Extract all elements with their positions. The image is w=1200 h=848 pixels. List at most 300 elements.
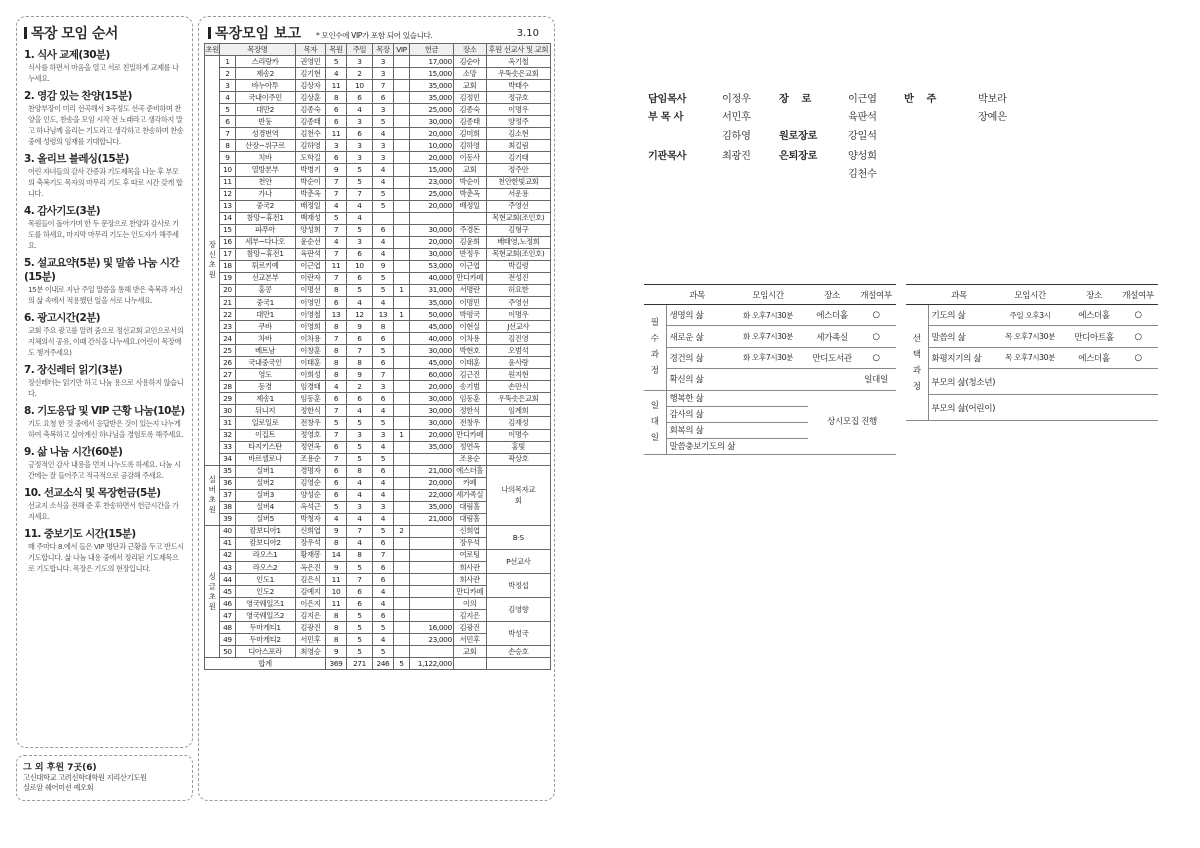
daily-note: 상시모집 진행 [808, 390, 896, 454]
table-cell: 11 [326, 598, 347, 610]
table-cell: 김상자 [295, 80, 326, 92]
table-cell: 손만식 [486, 381, 550, 393]
table-cell: 3 [346, 140, 372, 152]
table-cell: 6 [373, 393, 394, 405]
table-cell: 4 [346, 489, 372, 501]
table-cell [410, 598, 454, 610]
table-cell: 제송2 [235, 68, 295, 80]
table-cell [393, 610, 409, 622]
table-cell: 천안 [235, 176, 295, 188]
order-step [24, 363, 185, 399]
table-cell: 육판석 [295, 248, 326, 260]
table-cell: 4 [346, 477, 372, 489]
table-cell [393, 574, 409, 586]
table-cell: 중국1 [235, 296, 295, 308]
table-cell: 박태수 [486, 80, 550, 92]
table-cell: 희사관 [453, 574, 486, 586]
hon-elder-label: 원로장로 [779, 131, 818, 142]
elder-label: 장 로 [779, 94, 812, 105]
table-cell: 38 [220, 501, 235, 513]
table-cell: 21 [220, 296, 235, 308]
table-cell: 김형구 [486, 224, 550, 236]
table-cell: 최길림 [486, 140, 550, 152]
table-cell: 참망~휴전1 [235, 248, 295, 260]
table-cell [393, 634, 409, 646]
table-cell: 경명자 [295, 465, 326, 477]
course-open: ○ [1118, 305, 1158, 326]
step-title: 2. 영감 있는 찬양(15분) [24, 90, 132, 102]
step-title: 5. 설교요약(5분) 및 말씀 나눔 시간(15분) [24, 257, 179, 283]
course-subject: 기도의 삶 [928, 305, 990, 326]
table-cell [410, 562, 454, 574]
table-cell: 30,000 [410, 248, 454, 260]
table-cell: 7 [326, 272, 347, 284]
report-header-row [205, 44, 551, 56]
table-cell: 17,000 [410, 56, 454, 68]
table-cell: 50 [220, 646, 235, 658]
table-cell: 김예지 [295, 586, 326, 598]
col-header: 장소 [808, 285, 856, 305]
step-desc: 선교지 소식을 전해 준 후 찬송하면서 헌금시간을 가지세요. [28, 501, 179, 521]
table-cell: 16,000 [410, 622, 454, 634]
report-body [205, 56, 551, 670]
table-cell: 이창훈 [295, 345, 326, 357]
order-step [24, 486, 185, 522]
table-cell: 권영민 [295, 56, 326, 68]
table-cell: 5 [373, 417, 394, 429]
table-cell: 서명란 [453, 284, 486, 296]
table-cell: 영국웨일즈2 [235, 610, 295, 622]
pastor-label: 담임목사 [648, 94, 687, 105]
table-cell: 장우석 [453, 537, 486, 549]
group-cell [205, 525, 220, 658]
table-row [205, 176, 551, 188]
col-header: 목자 [295, 44, 326, 56]
table-cell: 송기범 [453, 381, 486, 393]
table-cell: 10,000 [410, 140, 454, 152]
table-cell [393, 92, 409, 104]
table-cell: 4 [220, 92, 235, 104]
table-cell: 박춘옥 [453, 188, 486, 200]
step-desc: 찬양부장이 미리 선곡해서 3곡정도 선곡 준비하며 찬양을 인도, 찬송을 모임 시작 전 노래라고 생각하지 말고 하나님께 올리는 기도라고 생각하고 찬송하며 찬송 중에 성령의 임재를 기대합니다. [28, 104, 184, 146]
table-cell: 6 [373, 333, 394, 345]
table-row [205, 296, 551, 308]
table-cell: 4 [346, 513, 372, 525]
table-row [205, 622, 551, 634]
course-place: 에스더홀 [1070, 347, 1118, 368]
course-row [644, 369, 896, 390]
order-steps [24, 48, 185, 574]
table-cell: 7 [346, 574, 372, 586]
table-cell [410, 610, 454, 622]
table-cell: 44 [220, 574, 235, 586]
order-step [24, 527, 185, 574]
table-cell: 주영선 [486, 296, 550, 308]
vertical-char: 신 [208, 250, 216, 260]
table-cell: 7 [346, 188, 372, 200]
step-desc: 기도 요청 한 것 중에서 응답받은 것이 있는지 나누게 하여 축복하고 실아계신 하나님을 경험토록 해주세요. [28, 419, 184, 439]
group-cell [205, 56, 220, 466]
col-header: 목장명 [220, 44, 295, 56]
table-cell: 김종숙 [453, 104, 486, 116]
total-cell: 246 [373, 658, 394, 670]
table-cell: 22 [220, 309, 235, 321]
table-cell: 4 [373, 513, 394, 525]
table-cell: 15,000 [410, 164, 454, 176]
table-cell [410, 586, 454, 598]
table-cell: 3 [220, 80, 235, 92]
table-cell: 3 [346, 152, 372, 164]
step-desc: 어린 자녀들의 감사 간증과 기도제목을 나눈 후 부모의 축복기도 목자의 마무리 기도 후 따로 시간 갖게 합니다. [28, 167, 183, 198]
table-cell: 김진영 [486, 333, 550, 345]
table-cell: 2 [220, 68, 235, 80]
table-cell: 23,000 [410, 176, 454, 188]
table-cell: 스리랑카 [235, 56, 295, 68]
table-cell: 3 [373, 429, 394, 441]
course-place: 만디도서관 [808, 347, 856, 368]
table-cell: 8 [326, 345, 347, 357]
table-cell: 5 [373, 188, 394, 200]
table-cell: 양성순 [295, 489, 326, 501]
table-cell: 5 [326, 212, 347, 224]
table-cell: 4 [373, 296, 394, 308]
total-row [205, 658, 551, 670]
table-cell: 22,000 [410, 489, 454, 501]
table-cell: 이명우 [486, 104, 550, 116]
order-step [24, 311, 185, 358]
course-row [906, 305, 1158, 326]
table-cell: 35,000 [410, 92, 454, 104]
step-title: 8. 기도응답 및 VIP 근황 나눔(10분) [24, 405, 185, 417]
report-date: 3.10 [516, 28, 539, 39]
table-cell: 25 [220, 345, 235, 357]
table-cell [393, 465, 409, 477]
table-cell: 이차용 [295, 333, 326, 345]
table-row [205, 284, 551, 296]
step-title: 7. 장신레터 읽기(3분) [24, 364, 123, 376]
table-cell: 13 [326, 309, 347, 321]
table-row [205, 68, 551, 80]
course-row [906, 369, 1158, 395]
table-cell: 5 [346, 634, 372, 646]
order-step [24, 152, 185, 199]
table-row [205, 405, 551, 417]
table-cell: 35,000 [410, 441, 454, 453]
table-row [205, 441, 551, 453]
table-cell: 4 [373, 128, 394, 140]
table-row [205, 525, 551, 537]
table-cell: 12 [220, 188, 235, 200]
course-subject: 말씀충보기도의 삶 [666, 438, 808, 454]
table-cell: 9 [220, 152, 235, 164]
remark-cell: B·S [486, 525, 550, 549]
table-cell: 20,000 [410, 236, 454, 248]
table-row [205, 381, 551, 393]
table-cell [410, 453, 454, 465]
table-cell: 2 [393, 525, 409, 537]
course-row [906, 326, 1158, 347]
table-cell: 35,000 [410, 296, 454, 308]
table-cell: 9 [326, 164, 347, 176]
table-row [205, 321, 551, 333]
table-cell: 이란자 [295, 272, 326, 284]
table-cell: 국내이주민 [235, 92, 295, 104]
table-cell: 15,000 [410, 68, 454, 80]
table-cell: 전창우 [295, 417, 326, 429]
table-cell: 30 [220, 405, 235, 417]
table-cell [410, 537, 454, 549]
col-header: 과목 [666, 285, 728, 305]
table-cell: 쿠바 [235, 321, 295, 333]
table-cell: 6 [326, 477, 347, 489]
table-cell: 우뚝솟은교회 [486, 393, 550, 405]
table-cell: 김하영 [295, 140, 326, 152]
table-cell: 이태훈 [295, 357, 326, 369]
table-cell: 뒤니지 [235, 405, 295, 417]
col-header: VIP [393, 44, 409, 56]
table-cell: 손승호 [486, 646, 550, 658]
col-header: 모임시간 [728, 285, 808, 305]
table-cell [393, 212, 409, 224]
table-cell: 서운용 [486, 188, 550, 200]
table-row [205, 188, 551, 200]
table-cell: 대만2 [235, 104, 295, 116]
table-cell: 신희엽 [453, 525, 486, 537]
total-cell: 5 [393, 658, 409, 670]
table-cell: 3 [373, 104, 394, 116]
table-cell: 29 [220, 393, 235, 405]
table-row [205, 248, 551, 260]
table-row [205, 598, 551, 610]
table-cell: 35,000 [410, 80, 454, 92]
table-cell: 박청자 [295, 513, 326, 525]
table-cell: 6 [373, 465, 394, 477]
table-cell: 5 [346, 176, 372, 188]
table-cell: 6 [220, 116, 235, 128]
table-row [205, 369, 551, 381]
table-cell [453, 212, 486, 224]
table-cell: 교회 [453, 164, 486, 176]
table-cell: J선교사 [486, 321, 550, 333]
table-cell: 김상훈 [295, 92, 326, 104]
table-cell: 베트남 [235, 345, 295, 357]
table-cell: 5 [373, 116, 394, 128]
remark-cell: 김영향 [486, 598, 550, 622]
table-cell: 김미희 [453, 128, 486, 140]
total-cell [486, 658, 550, 670]
course-body [906, 305, 1158, 421]
table-cell: 13 [373, 309, 394, 321]
step-title: 11. 중보기도 시간(15분) [24, 528, 136, 540]
table-cell: 조용순 [453, 453, 486, 465]
order-title: 목장 모임 순서 [24, 23, 185, 43]
table-cell: 7 [220, 128, 235, 140]
table-cell: 5 [373, 272, 394, 284]
table-cell: 23 [220, 321, 235, 333]
accompanist-name: 박보라 [978, 94, 1007, 105]
table-cell: 4 [373, 236, 394, 248]
table-cell: 4 [326, 68, 347, 80]
table-cell [393, 489, 409, 501]
table-cell: 5 [346, 284, 372, 296]
table-cell: 45,000 [410, 321, 454, 333]
table-cell: 4 [326, 513, 347, 525]
hon-elder-name: 강일석 [848, 131, 877, 142]
table-cell: 임경태 [295, 381, 326, 393]
table-cell: 2 [346, 68, 372, 80]
table-cell [393, 369, 409, 381]
table-cell [393, 405, 409, 417]
table-cell: 5 [346, 417, 372, 429]
course-row [644, 326, 896, 347]
table-cell: 11 [220, 176, 235, 188]
col-header: 헌금 [410, 44, 454, 56]
table-cell: 13 [220, 200, 235, 212]
report-header [204, 21, 549, 43]
vertical-char: 대 [650, 417, 659, 428]
table-cell: 교회 [453, 80, 486, 92]
elder-name: 이근엽 [848, 94, 877, 105]
group-cell [205, 465, 220, 525]
table-cell: 반둥 [235, 116, 295, 128]
course-table-elective [906, 284, 1158, 421]
step-title: 4. 감사기도(3분) [24, 205, 100, 217]
table-cell: 5 [346, 441, 372, 453]
table-cell: 21,000 [410, 465, 454, 477]
table-cell: 7 [326, 224, 347, 236]
table-cell: 25,000 [410, 188, 454, 200]
table-cell: 6 [346, 598, 372, 610]
table-cell: 전성진 [486, 272, 550, 284]
support-line: 실로암 쉐어미션 예오회 [23, 783, 94, 792]
table-cell: 이명민 [453, 296, 486, 308]
table-cell: 37 [220, 489, 235, 501]
table-cell: 36 [220, 477, 235, 489]
table-cell [393, 381, 409, 393]
table-cell [393, 188, 409, 200]
table-row [205, 152, 551, 164]
table-cell: 김은식 [295, 574, 326, 586]
step-title: 10. 선교소식 및 목장헌금(5분) [24, 487, 161, 499]
table-cell: 33 [220, 441, 235, 453]
table-cell: 31,000 [410, 284, 454, 296]
table-cell: 4 [373, 598, 394, 610]
table-cell: 20,000 [410, 128, 454, 140]
table-cell: 선교본부 [235, 272, 295, 284]
table-cell: 윤사랑 [486, 357, 550, 369]
table-cell: 이명우 [486, 309, 550, 321]
table-cell: 6 [326, 152, 347, 164]
table-cell: 성경번역 [235, 128, 295, 140]
table-cell: 5 [373, 345, 394, 357]
table-cell: 6 [346, 92, 372, 104]
table-cell: 옥석근 [295, 501, 326, 513]
table-cell: 5 [373, 622, 394, 634]
table-cell: 이희성 [295, 369, 326, 381]
col-header: 목원 [326, 44, 347, 56]
table-cell: 3 [373, 68, 394, 80]
order-step [24, 445, 185, 481]
table-cell: 8 [326, 357, 347, 369]
table-cell: 4 [373, 489, 394, 501]
table-cell: 김천수 [295, 128, 326, 140]
vertical-char: 정 [912, 381, 921, 392]
table-cell: 8 [326, 369, 347, 381]
category-cell [644, 305, 666, 391]
table-cell: 7 [326, 333, 347, 345]
col-header: 개설여부 [856, 285, 896, 305]
table-cell: 30,000 [410, 345, 454, 357]
vertical-char: 선 [912, 333, 921, 344]
table-cell: 배정일 [453, 200, 486, 212]
table-cell: 실버3 [235, 489, 295, 501]
table-cell: 20,000 [410, 381, 454, 393]
table-cell: 3 [373, 501, 394, 513]
step-desc: 목원들이 돌아가며 한 두 문장으로 찬양과 감사로 기도를 하세요, 마지막 마무리 기도는 인도자가 해주세요. [28, 219, 179, 250]
table-cell: 가나 [235, 188, 295, 200]
table-cell: 곽상호 [486, 453, 550, 465]
table-cell: 9 [346, 321, 372, 333]
category-cell [644, 390, 666, 454]
table-cell: 김종태 [295, 116, 326, 128]
table-cell: 7 [326, 429, 347, 441]
course-open: ○ [856, 347, 896, 368]
table-cell: 7 [373, 369, 394, 381]
remark-cell: P선교사 [486, 549, 550, 573]
vertical-char: 초 [208, 495, 216, 505]
course-time [728, 369, 808, 390]
table-cell: 열방본부 [235, 164, 295, 176]
table-cell: 이근엽 [295, 260, 326, 272]
course-subject: 감사의 삶 [666, 406, 808, 422]
table-cell: 8 [326, 537, 347, 549]
table-cell: 이태훈 [453, 357, 486, 369]
table-cell: 3 [373, 152, 394, 164]
table-cell: 임동훈 [295, 393, 326, 405]
table-cell: 6 [326, 393, 347, 405]
table-cell: 6 [373, 537, 394, 549]
table-cell: 27 [220, 369, 235, 381]
table-cell: 39 [220, 513, 235, 525]
col-header: 장소 [1070, 285, 1118, 305]
table-row [205, 92, 551, 104]
table-cell: 홍콩 [235, 284, 295, 296]
table-cell: 35 [220, 465, 235, 477]
table-cell: 8 [326, 634, 347, 646]
table-cell: 5 [373, 453, 394, 465]
table-row [205, 465, 551, 477]
table-cell: 3 [346, 116, 372, 128]
course-time: 화 오후7시30분 [728, 347, 808, 368]
title-bar-icon [208, 27, 211, 39]
ret-elder-name: 양성희 [848, 151, 877, 162]
remark-cell: 박정섭 [486, 574, 550, 598]
table-cell [393, 345, 409, 357]
course-subject: 행복한 삶 [666, 390, 808, 406]
total-label: 합계 [205, 658, 326, 670]
table-cell: 이영희 [295, 321, 326, 333]
table-cell: 26 [220, 357, 235, 369]
table-cell: 4 [373, 164, 394, 176]
table-cell: 만디카페 [453, 272, 486, 284]
table-cell: 47 [220, 610, 235, 622]
table-cell: 2 [346, 381, 372, 393]
table-cell [393, 646, 409, 658]
table-cell: 정규호 [486, 92, 550, 104]
table-cell: 40,000 [410, 333, 454, 345]
table-cell: 6 [346, 333, 372, 345]
table-cell [393, 104, 409, 116]
